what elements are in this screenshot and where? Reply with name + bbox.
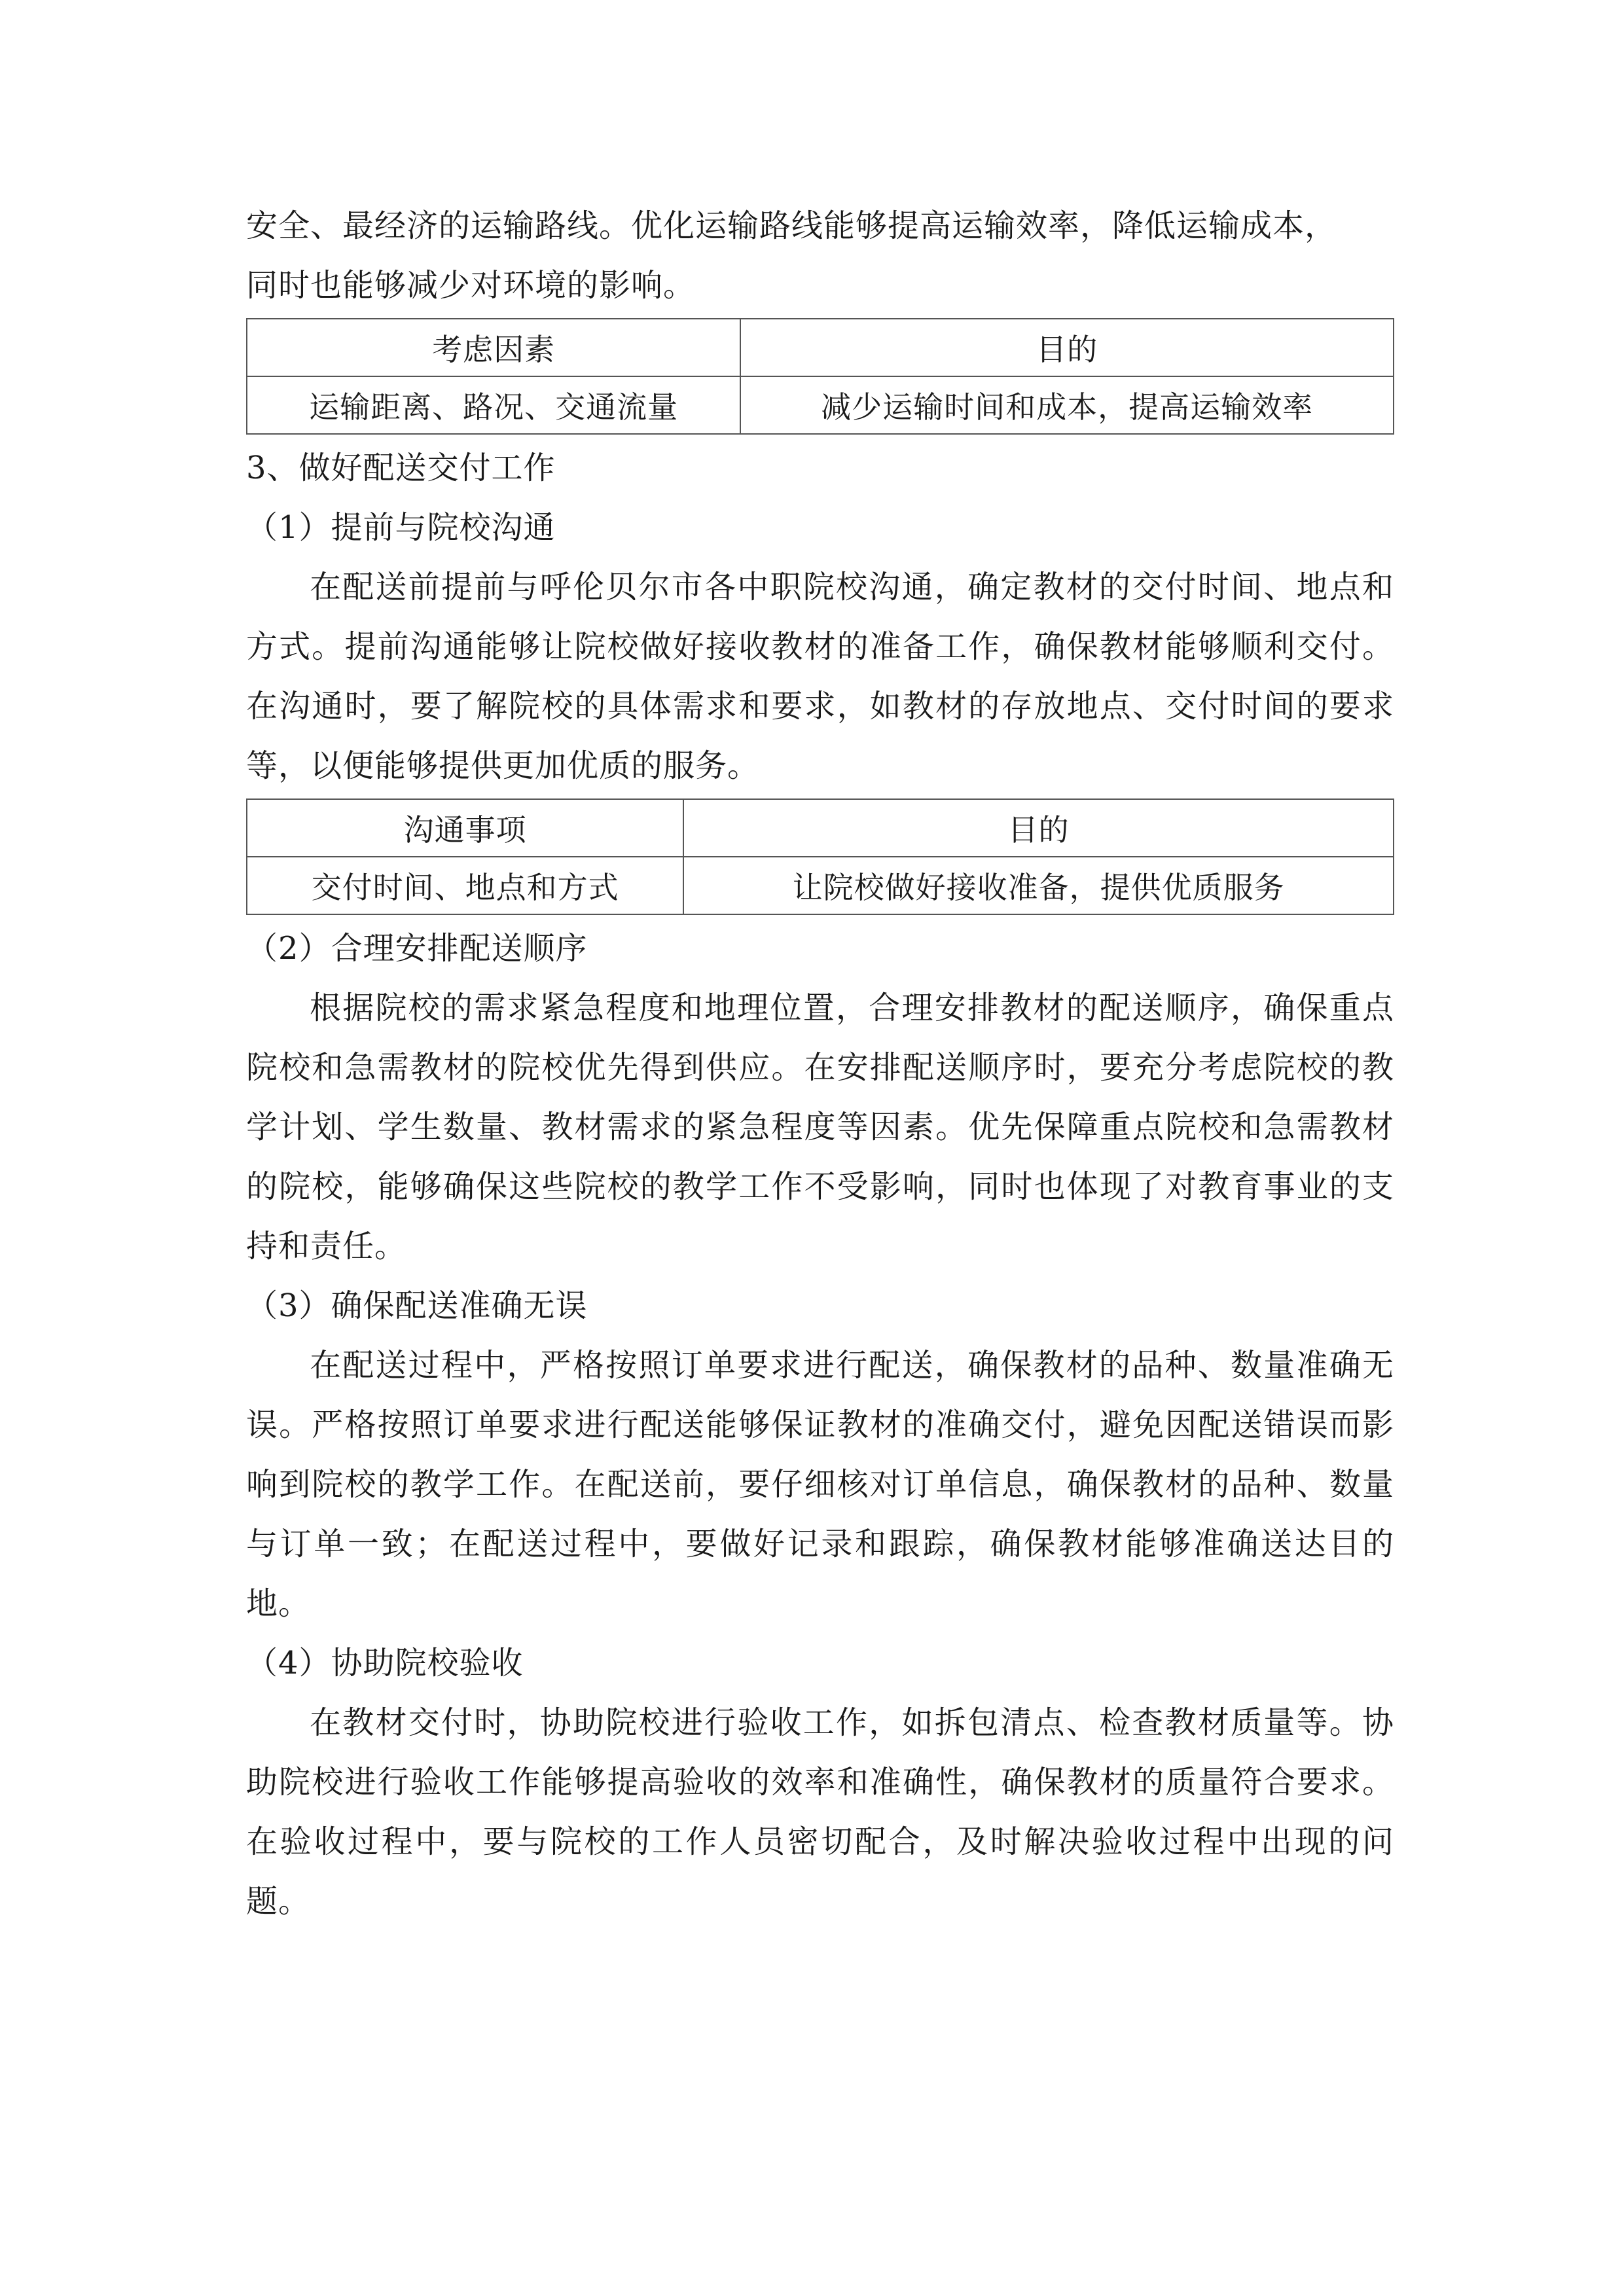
table-row bbox=[247, 857, 1394, 914]
table-cell: 交付时间、地点和方式 bbox=[247, 857, 683, 914]
sub-heading-2: （2）合理安排配送顺序 bbox=[246, 930, 588, 967]
document-content bbox=[246, 196, 1394, 1931]
table-row bbox=[247, 376, 1394, 434]
table-header-row bbox=[247, 319, 1394, 376]
table-cell: 让院校做好接收准备，提供优质服务 bbox=[683, 857, 1394, 914]
sub-heading-3: （3）确保配送准确无误 bbox=[246, 1287, 588, 1324]
communication-table bbox=[246, 798, 1394, 915]
sub1-paragraph: 在配送前提前与呼伦贝尔市各中职院校沟通，确定教材的交付时间、地点和方式。提前沟通能够让院校做好接收教材的准备工作，确保教材能够顺利交付。在沟通时，要了解院校的具体需求和要求，如教材的存放地点、交付时间的要求等，以便能够提供更加优质的服务。 bbox=[246, 569, 1394, 784]
table-header-cell: 沟通事项 bbox=[247, 799, 683, 857]
sub2-paragraph: 根据院校的需求紧急程度和地理位置，合理安排教材的配送顺序，确保重点院校和急需教材的院校优先得到供应。在安排配送顺序时，要充分考虑院校的教学计划、学生数量、教材需求的紧急程度等因素。优先保障重点院校和急需教材的院校，能够确保这些院校的教学工作不受影响，同时也体现了对教育事业的支持和责任。 bbox=[246, 990, 1394, 1265]
table-cell: 减少运输时间和成本，提高运输效率 bbox=[740, 376, 1394, 434]
section-heading: 3、做好配送交付工作 bbox=[246, 450, 556, 486]
route-factors-table bbox=[246, 318, 1394, 435]
sub3-paragraph: 在配送过程中，严格按照订单要求进行配送，确保教材的品种、数量准确无误。严格按照订单要求进行配送能够保证教材的准确交付，避免因配送错误而影响到院校的教学工作。在配送前，要仔细核对订单信息，确保教材的品种、数量与订单一致；在配送过程中，要做好记录和跟踪，确保教材能够准确送达目的地。 bbox=[246, 1347, 1394, 1622]
sub4-paragraph: 在教材交付时，协助院校进行验收工作，如拆包清点、检查教材质量等。协助院校进行验收工作能够提高验收的效率和准确性，确保教材的质量符合要求。在验收过程中，要与院校的工作人员密切配合，及时解决验收过程中出现的问题。 bbox=[246, 1704, 1394, 1920]
table-header-row bbox=[247, 799, 1394, 857]
table-header-cell: 目的 bbox=[740, 319, 1394, 376]
table-header-cell: 目的 bbox=[683, 799, 1394, 857]
table-header-cell: 考虑因素 bbox=[247, 319, 740, 376]
table-cell: 运输距离、路况、交通流量 bbox=[247, 376, 740, 434]
intro-line-1: 安全、最经济的运输路线。优化运输路线能够提高运输效率，降低运输成本， bbox=[246, 207, 1337, 244]
sub-heading-4: （4）协助院校验收 bbox=[246, 1645, 524, 1681]
intro-line-2: 同时也能够减少对环境的影响。 bbox=[246, 267, 696, 304]
sub-heading-1: （1）提前与院校沟通 bbox=[246, 509, 556, 546]
